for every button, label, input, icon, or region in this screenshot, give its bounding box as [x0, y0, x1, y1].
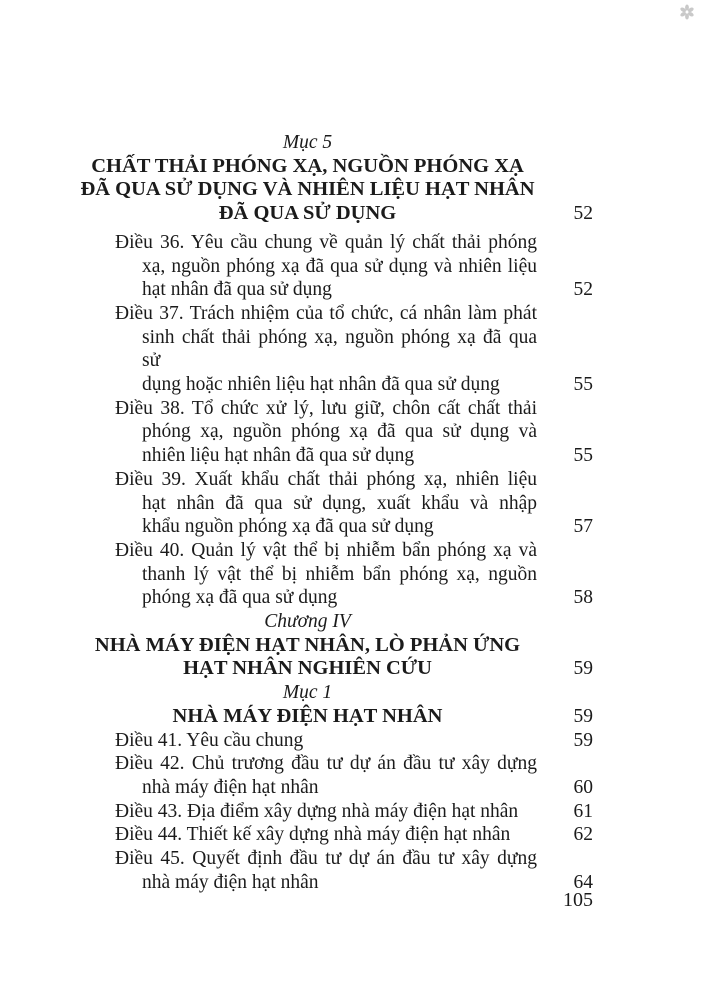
entry-line: Điều 42. Chủ trương đầu tư dự án đầu tư xây dựng — [115, 753, 537, 775]
entry-last-line — [115, 444, 593, 468]
toc-heading — [80, 154, 593, 226]
entry-line: Điều 40. Quản lý vật thể bị nhiễm bẩn phóng xạ và — [115, 539, 537, 561]
heading-line: NHÀ MÁY ĐIỆN HẠT NHÂN — [172, 704, 443, 727]
toc-page-number: 61 — [573, 800, 593, 822]
entry-last-line — [115, 373, 593, 397]
entry-line-text: Điều 43. Địa điểm xây dựng nhà máy điện hạt nhân — [115, 800, 519, 822]
flower-ornament-icon — [678, 3, 696, 21]
heading-row — [115, 705, 500, 729]
heading-line: CHẤT THẢI PHÓNG XẠ, NGUỒN PHÓNG XẠ — [91, 154, 524, 177]
entry-last-line — [115, 586, 593, 610]
toc-entry — [115, 231, 593, 302]
folio-page-number: 105 — [563, 889, 593, 911]
entry-line: xạ, nguồn phóng xạ đã qua sử dụng và nhiên liệu — [142, 255, 537, 277]
entry-last-line — [115, 729, 593, 753]
heading-row — [115, 657, 500, 681]
entry-line-text: nhà máy điện hạt nhân — [142, 871, 319, 893]
heading-line: NHÀ MÁY ĐIỆN HẠT NHÂN, LÒ PHẢN ỨNG — [94, 633, 521, 656]
entry-last-line — [115, 823, 593, 847]
heading-row — [80, 178, 535, 202]
entry-last-line — [115, 278, 593, 302]
toc-page-number: 62 — [573, 824, 593, 846]
toc-page-number: 52 — [573, 279, 593, 301]
toc-page-number: 59 — [573, 705, 593, 727]
entry-line: Điều 36. Yêu cầu chung về quản lý chất thải phóng — [115, 231, 537, 253]
toc-page-number: 59 — [573, 729, 593, 751]
entry-line: Điều 39. Xuất khẩu chất thải phóng xạ, nhiên liệu — [115, 468, 537, 490]
toc-page-number: 60 — [573, 776, 593, 798]
toc-entry — [115, 752, 593, 799]
toc-page-number: 52 — [573, 203, 593, 225]
table-of-contents — [80, 131, 593, 895]
entry-line-text: nhà máy điện hạt nhân — [142, 776, 319, 798]
entry-line: sinh chất thải phóng xạ, nguồn phóng xạ đã qua sử — [142, 326, 537, 372]
entry-line-text: Điều 44. Thiết kế xây dựng nhà máy điện hạt nhân — [115, 824, 511, 846]
entry-last-line — [115, 776, 593, 800]
toc-entry — [115, 847, 593, 894]
heading-line: ĐÃ QUA SỬ DỤNG VÀ NHIÊN LIỆU HẠT NHÂN — [80, 178, 535, 201]
heading-row — [115, 202, 500, 226]
entry-line-text: Điều 41. Yêu cầu chung — [115, 729, 304, 751]
entry-line: phóng xạ, nguồn phóng xạ đã qua sử dụng và — [142, 421, 537, 443]
heading-line: HẠT NHÂN NGHIÊN CỨU — [183, 657, 432, 680]
entry-line-text: hạt nhân đã qua sử dụng — [142, 279, 332, 301]
toc-page-number: 58 — [573, 587, 593, 609]
entry-last-line — [115, 800, 593, 824]
toc-page-number: 55 — [573, 374, 593, 396]
toc-page-number: 59 — [573, 658, 593, 680]
heading-row — [94, 633, 521, 658]
section-label-text: Mục 5 — [282, 132, 333, 153]
toc-page-number: 55 — [573, 445, 593, 467]
entry-last-line — [115, 871, 593, 895]
heading-line: ĐÃ QUA SỬ DỤNG — [218, 202, 397, 225]
heading-row — [91, 154, 524, 179]
entry-line: hạt nhân đã qua sử dụng, xuất khẩu và nhập — [142, 492, 537, 514]
toc-entry — [115, 823, 593, 847]
entry-line: Điều 37. Trách nhiệm của tổ chức, cá nhân làm phát — [115, 302, 537, 324]
toc-entry — [115, 397, 593, 468]
toc-heading — [115, 705, 593, 729]
entry-line: Điều 45. Quyết định đầu tư dự án đầu tư xây dựng — [115, 848, 537, 870]
section-label-text: Chương IV — [264, 611, 351, 633]
toc-entry — [115, 539, 593, 610]
toc-entry — [115, 729, 593, 753]
entry-line-text: nhiên liệu hạt nhân đã qua sử dụng — [142, 445, 415, 467]
toc-entry — [115, 468, 593, 539]
toc-entry — [115, 302, 593, 397]
entry-line-text: khẩu nguồn phóng xạ đã qua sử dụng — [142, 516, 434, 538]
entry-line-text: dụng hoặc nhiên liệu hạt nhân đã qua sử dụng — [142, 374, 500, 396]
entry-line: Điều 38. Tổ chức xử lý, lưu giữ, chôn cất chất thải — [115, 397, 537, 419]
toc-section-label — [115, 131, 593, 155]
entry-last-line — [115, 515, 593, 539]
entry-line-text: phóng xạ đã qua sử dụng — [142, 587, 338, 609]
section-label-text: Mục 1 — [282, 682, 333, 704]
toc-entry — [115, 800, 593, 824]
entry-line: thanh lý vật thể bị nhiễm bẩn phóng xạ, nguồn — [142, 563, 537, 585]
toc-page-number: 64 — [573, 871, 593, 893]
toc-page-number: 57 — [573, 516, 593, 538]
toc-section-label — [115, 681, 593, 705]
toc-heading — [94, 633, 593, 681]
toc-section-label — [115, 610, 593, 634]
